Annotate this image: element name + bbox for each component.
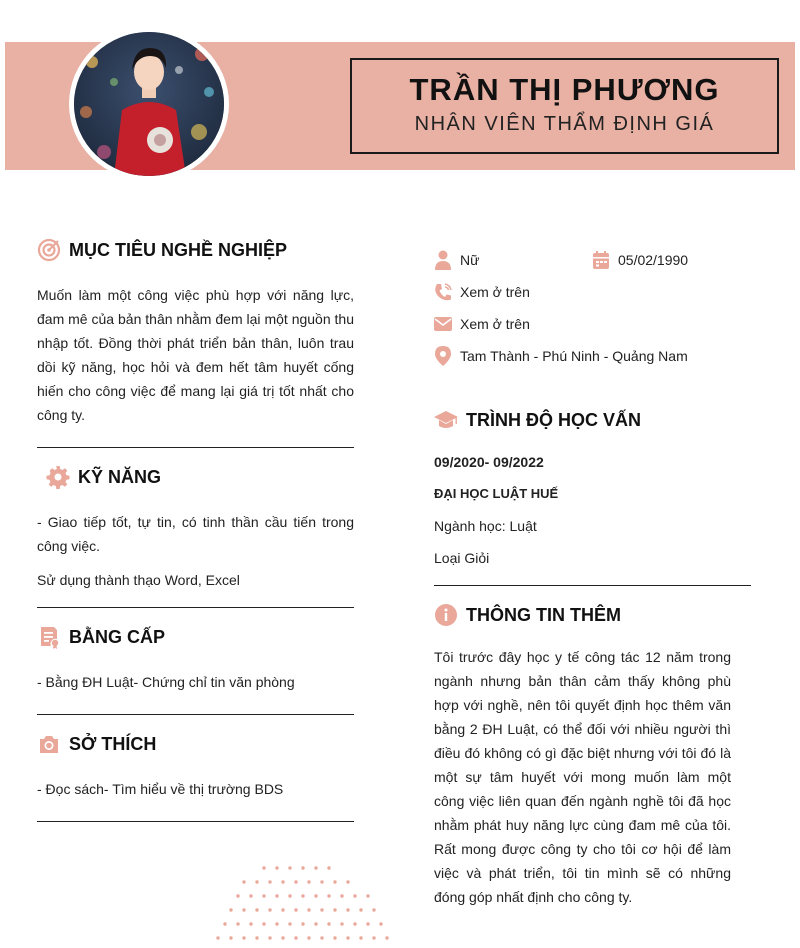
target-icon — [37, 238, 61, 262]
divider — [434, 585, 751, 586]
person-icon — [434, 250, 452, 270]
skill-item: - Giao tiếp tốt, tự tin, có tinh thần cầu tiến trong công việc. — [37, 514, 354, 554]
birthday-value: 05/02/1990 — [618, 252, 689, 268]
camera-icon — [37, 732, 61, 756]
divider — [37, 607, 354, 608]
additional-title: THÔNG TIN THÊM — [466, 604, 621, 625]
birthday-row — [592, 250, 688, 270]
email-value: Xem ở trên — [460, 316, 530, 332]
education-period: 09/2020- 09/2022 — [434, 454, 544, 470]
additional-header — [434, 603, 621, 627]
phone-row — [434, 282, 530, 302]
avatar-photo — [74, 32, 224, 176]
certificates-text: - Bằng ĐH Luật- Chứng chỉ tin văn phòng — [37, 674, 295, 690]
decorative-dots — [200, 860, 400, 948]
gender-row — [434, 250, 479, 270]
graduation-cap-icon — [434, 408, 458, 432]
education-major: Ngành học: Luật — [434, 518, 537, 534]
divider — [37, 714, 354, 715]
address-value: Tam Thành - Phú Ninh - Quảng Nam — [460, 348, 688, 364]
objective-header — [37, 238, 287, 262]
certificate-icon — [37, 625, 61, 649]
hobbies-header — [37, 732, 156, 756]
divider — [37, 821, 354, 822]
hobbies-title: SỞ THÍCH — [69, 733, 157, 754]
email-row — [434, 314, 530, 334]
objective-text: Muốn làm một công việc phù hợp với năng lực, đam mê của bản thân nhằm đem lại một nguồn thu nhập tốt. Đồng thời phát triển bản thân, luôn trau dồi kỹ năng, học hỏi và đem hết tâm huyết cống hiến cho công việc để mang lại giá trị tốt nhất cho công ty. — [37, 287, 354, 423]
skill-item: Sử dụng thành thạo Word, Excel — [37, 572, 240, 588]
divider — [37, 447, 354, 448]
full-name: TRẦN THỊ PHƯƠNG — [409, 72, 720, 107]
certificates-title: BẰNG CẤP — [69, 626, 166, 647]
objective-title: MỤC TIÊU NGHỀ NGHIỆP — [69, 239, 288, 260]
phone-icon — [434, 282, 452, 302]
education-header — [434, 408, 641, 432]
calendar-icon — [592, 250, 610, 270]
gear-icon — [46, 465, 70, 489]
mail-icon — [434, 314, 452, 334]
education-title: TRÌNH ĐỘ HỌC VẤN — [466, 409, 641, 430]
additional-text: Tôi trước đây học y tế công tác 12 năm trong ngành nhưng bản thân cảm thấy không phù hợp với nghề, nên tôi quyết định học thêm văn bằng 2 ĐH Luật, có thể đối với nhiều người thì điều đó không có gì đặc biệt nhưng với tôi đó là một sự tâm huyết với mong muốn làm một công việc liên quan đến ngành nghề tôi đã học nhằm phát huy năng lực cùng đam mê của tôi. Rất mong được công ty cho tôi cơ hội để làm việc và phát triển, tôi tin mình sẽ có những đóng góp nhất định cho công ty. — [434, 649, 731, 905]
info-icon — [434, 603, 458, 627]
hobbies-text: - Đọc sách- Tìm hiểu về thị trường BDS — [37, 781, 284, 797]
job-title: NHÂN VIÊN THẨM ĐỊNH GIÁ — [414, 113, 715, 135]
avatar — [69, 27, 229, 181]
name-box — [350, 58, 779, 154]
skills-title: KỸ NĂNG — [78, 466, 162, 487]
location-pin-icon — [434, 346, 452, 366]
address-row — [434, 346, 688, 366]
skills-header — [46, 465, 161, 489]
education-school: ĐẠI HỌC LUẬT HUẾ — [434, 486, 559, 501]
certificates-header — [37, 625, 165, 649]
education-grade: Loại Giỏi — [434, 550, 490, 566]
gender-value: Nữ — [460, 252, 480, 268]
phone-value: Xem ở trên — [460, 284, 530, 300]
